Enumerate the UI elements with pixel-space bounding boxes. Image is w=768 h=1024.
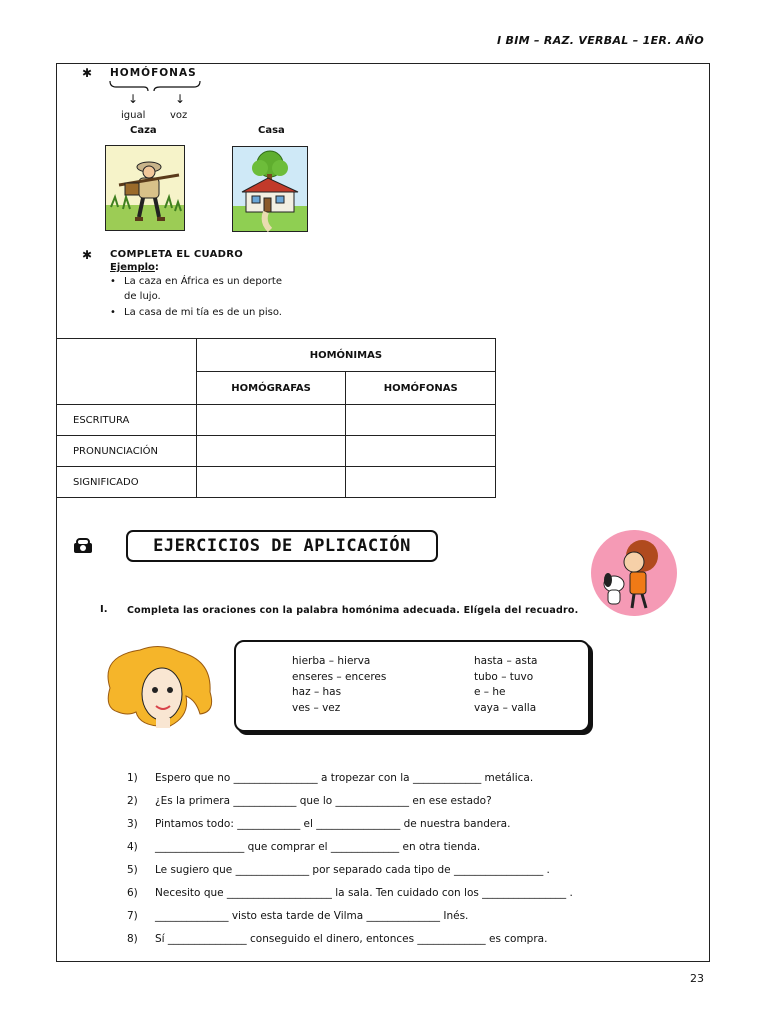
example-bullet-2: • — [110, 307, 116, 318]
completa-title: COMPLETA EL CUADRO — [110, 249, 244, 260]
homonimas-table — [56, 338, 496, 498]
house-illustration — [232, 146, 308, 232]
sentence-text: ¿Es la primera ____________ que lo ______________ en ese estado? — [155, 795, 492, 807]
sentence-item — [127, 933, 547, 945]
ejercicios-title: EJERCICIOS DE APLICACIÓN — [126, 530, 438, 562]
blonde-girl-illustration — [100, 642, 218, 730]
table-corner-cell — [57, 339, 197, 405]
word-pair: ves – vez — [292, 701, 341, 714]
table-row-label: PRONUNCIACIÓN — [57, 436, 197, 467]
sentence-number: 7) — [127, 910, 138, 922]
sentence-number: 1) — [127, 772, 138, 784]
sentence-text: Necesito que ____________________ la sala. Ten cuidado con los ________________ . — [155, 887, 573, 899]
sentence-text: Le sugiero que ______________ por separado cada tipo de _________________ . — [155, 864, 550, 876]
sentence-text: _________________ que comprar el _____________ en otra tienda. — [155, 841, 481, 853]
arrow-down-icon: ↓ — [175, 92, 186, 106]
girl-dog-illustration — [590, 528, 678, 618]
word-pair: hierba – hierva — [292, 655, 371, 667]
sentence-number: 4) — [127, 841, 138, 853]
sentence-text: Sí _______________ conseguido el dinero, entonces _____________ es compra. — [155, 933, 548, 945]
sentence-item — [127, 795, 492, 807]
table-cell-blank[interactable] — [196, 467, 346, 498]
meaning-igual: igual — [121, 110, 146, 121]
sentence-number: 8) — [127, 933, 138, 945]
word-pair: haz – has — [292, 686, 342, 698]
word-pair: hasta – asta — [474, 655, 538, 667]
sentence-item — [127, 818, 510, 830]
hunter-illustration — [105, 145, 185, 231]
table-row — [57, 467, 496, 498]
example-label: Ejemplo — [110, 262, 155, 273]
table-cell-blank[interactable] — [196, 436, 346, 467]
table-cell-blank[interactable] — [346, 436, 496, 467]
sentence-text: ______________ visto esta tarde de Vilma ______________ Inés. — [155, 910, 469, 922]
sentence-text: Espero que no ________________ a tropezar con la _____________ metálica. — [155, 772, 534, 784]
example-line-1: La caza en África es un deporte — [124, 276, 282, 287]
page-header: I BIM – RAZ. VERBAL – 1ER. AÑO — [497, 34, 704, 47]
sentence-item — [127, 841, 480, 853]
table-row — [57, 405, 496, 436]
table-row-label: SIGNIFICADO — [57, 467, 197, 498]
word-pair: vaya – valla — [474, 701, 537, 714]
homofonas-title: HOMÓFONAS — [110, 67, 197, 79]
example-label-row — [110, 262, 159, 273]
bullet-icon: ✱ — [82, 248, 93, 262]
brace-icon — [108, 79, 208, 93]
sentence-item — [127, 910, 468, 922]
phone-icon — [72, 537, 94, 555]
sentence-number: 3) — [127, 818, 138, 830]
sentence-number: 2) — [127, 795, 138, 807]
sentence-item — [127, 864, 550, 876]
sentence-item — [127, 887, 573, 899]
word-pair: enseres – enceres — [292, 670, 387, 683]
section-instruction: Completa las oraciones con la palabra homónima adecuada. Elígela del recuadro. — [127, 605, 579, 616]
sentence-number: 6) — [127, 887, 138, 899]
table-cell-blank[interactable] — [346, 467, 496, 498]
table-group-header: HOMÓNIMAS — [196, 339, 495, 372]
arrow-down-icon: ↓ — [128, 92, 139, 106]
page-number: 23 — [690, 972, 704, 985]
word-list-left — [292, 654, 386, 716]
example-bullet-1: • — [110, 276, 116, 287]
word-list-right — [474, 654, 538, 716]
sentence-item — [127, 772, 533, 784]
word-casa: Casa — [258, 125, 285, 136]
table-row — [57, 436, 496, 467]
word-pair: e – he — [474, 686, 506, 698]
example-line-2: de lujo. — [124, 291, 161, 302]
table-cell-blank[interactable] — [346, 405, 496, 436]
sentence-number: 5) — [127, 864, 138, 876]
table-col-homografas: HOMÓGRAFAS — [196, 372, 346, 405]
example-line-3: La casa de mi tía es de un piso. — [124, 307, 282, 318]
section-number: I. — [100, 604, 108, 615]
word-caza: Caza — [130, 125, 157, 136]
table-cell-blank[interactable] — [196, 405, 346, 436]
meaning-voz: voz — [170, 110, 188, 121]
word-box — [234, 640, 590, 732]
sentence-text: Pintamos todo: ____________ el ________________ de nuestra bandera. — [155, 818, 511, 830]
table-col-homofonas: HOMÓFONAS — [346, 372, 496, 405]
table-row-label: ESCRITURA — [57, 405, 197, 436]
word-pair: tubo – tuvo — [474, 670, 534, 683]
example-colon: : — [154, 262, 159, 273]
bullet-icon: ✱ — [82, 66, 93, 80]
